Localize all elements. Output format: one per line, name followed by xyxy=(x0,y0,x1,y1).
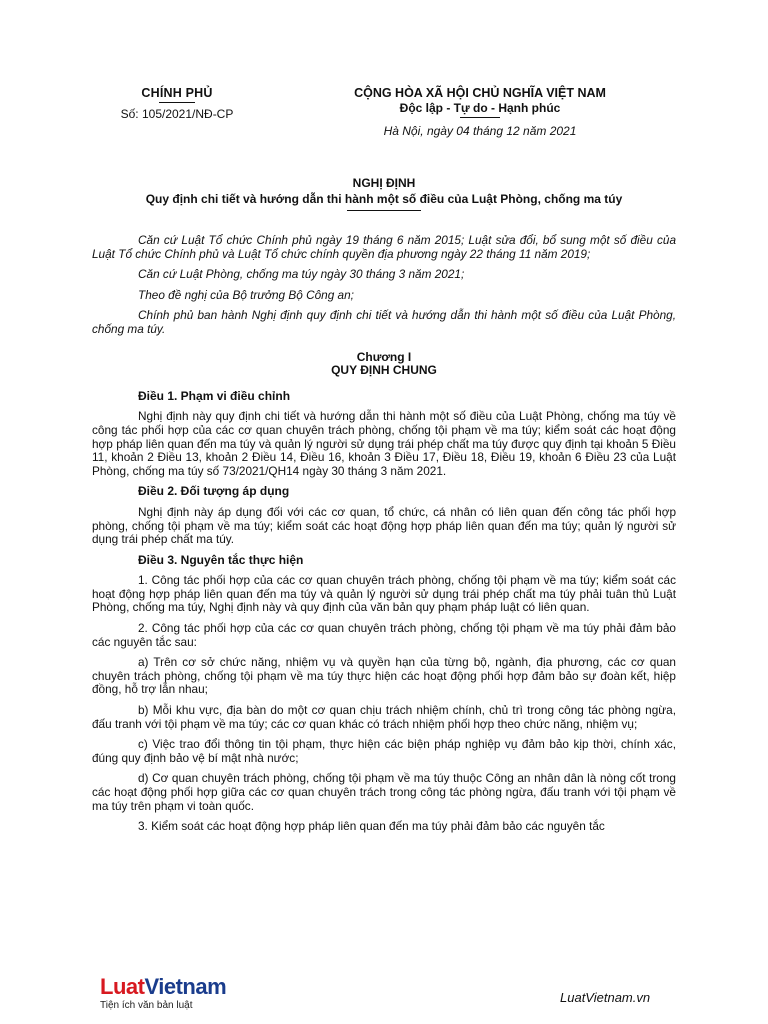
preamble-paragraph: Căn cứ Luật Phòng, chống ma túy ngày 30 tháng 3 năm 2021; xyxy=(138,267,465,282)
chapter-label: Chương I xyxy=(356,349,412,364)
chapter-title: QUY ĐỊNH CHUNG xyxy=(331,363,437,378)
article-3-clause-3: 3. Kiểm soát các hoạt động hợp pháp liên quan đến ma túy phải đảm bảo các nguyên tắc xyxy=(138,819,605,834)
preamble-paragraph: Theo đề nghị của Bộ trưởng Bộ Công an; xyxy=(138,287,354,302)
issuing-agency-block xyxy=(92,86,262,121)
document-title-block xyxy=(92,176,676,211)
article-2-heading: Điều 2. Đối tượng áp dụng xyxy=(138,484,290,499)
national-motto: Độc lập - Tự do - Hạnh phúc xyxy=(399,101,561,115)
article-1-heading: Điều 1. Phạm vi điều chỉnh xyxy=(138,388,291,403)
article-2-paragraph: Nghị định này áp dụng đối với các cơ quan, tổ chức, cá nhân có liên quan đến công tác phối hợp phòng, chống tội phạm về ma túy; kiểm soát các hoạt động hợp pháp liên quan đến ma túy; quản lý người sử dụng trái phép chất ma túy. xyxy=(92,504,676,547)
article-3-point-a: a) Trên cơ sở chức năng, nhiệm vụ và quyền hạn của từng bộ, ngành, địa phương, các cơ quan chuyên trách phòng, chống tội phạm về ma túy thực hiện các hoạt động phối hợp đảm bảo sự đoàn kết, hiệp đồng, hỗ trợ lẫn nhau; xyxy=(92,655,676,697)
national-header-block xyxy=(300,86,660,138)
preamble-paragraph: Chính phủ ban hành Nghị định quy định chi tiết và hướng dẫn thi hành một số điều của Luật Phòng, chống ma túy. xyxy=(92,308,676,336)
issuing-agency: CHÍNH PHỦ xyxy=(141,86,213,100)
article-3-clause-1: 1. Công tác phối hợp của các cơ quan chuyên trách phòng, chống tội phạm về ma túy; kiểm soát các hoạt động hợp pháp liên quan đến ma túy và quản lý người sử dụng trái phép chất ma túy phải tuân thủ Luật Phòng, chống ma túy, Nghị định này và quy định của văn bản quy phạm pháp luật có liên quan. xyxy=(92,573,676,615)
logo-vietnam-part: Vietnam xyxy=(144,974,227,999)
article-3-heading: Điều 3. Nguyên tắc thực hiện xyxy=(138,552,304,567)
article-3-point-b: b) Mỗi khu vực, địa bàn do một cơ quan chịu trách nhiệm chính, chủ trì trong công tác phòng ngừa, đấu tranh với tội phạm về ma túy; các cơ quan khác có trách nhiệm phối hợp theo chức năng, nhiệm vụ; xyxy=(92,703,676,731)
luatvietnam-logo[interactable] xyxy=(100,976,260,1011)
national-title: CỘNG HÒA XÃ HỘI CHỦ NGHĨA VIỆT NAM xyxy=(354,86,606,100)
document-body xyxy=(92,234,676,841)
document-subject: Quy định chi tiết và hướng dẫn thi hành một số điều của Luật Phòng, chống ma túy xyxy=(145,192,623,206)
article-3-point-c: c) Việc trao đổi thông tin tội phạm, thực hiện các biện pháp nghiệp vụ đảm bảo kịp thời, chính xác, đúng quy định bảo vệ bí mật nhà nước; xyxy=(92,737,676,765)
title-underline xyxy=(347,210,421,211)
issue-date: Hà Nội, ngày 04 tháng 12 năm 2021 xyxy=(383,124,577,138)
article-3-point-d: d) Cơ quan chuyên trách phòng, chống tội phạm về ma túy thuộc Công an nhân dân là nòng cốt trong các hoạt động phối hợp giữa các cơ quan chuyên trách trong công tác phòng ngừa, đấu tranh với tội phạm về ma túy trên phạm vi toàn quốc. xyxy=(92,771,676,813)
article-1-paragraph: Nghị định này quy định chi tiết và hướng dẫn thi hành một số điều của Luật Phòng, chống ma túy về công tác phối hợp của các cơ quan chuyên trách phòng, chống tội phạm về ma túy; kiểm soát các hoạt động hợp pháp liên quan đến ma túy và quản lý người sử dụng trái phép chất ma túy được quy định tại khoản 5 Điều 11, khoản 2 Điều 13, khoản 2 Điều 14, Điều 16, khoản 3 Điều 17, Điều 18, Điều 19, khoản 6 Điều 23 của Luật Phòng, chống ma túy số 73/2021/QH14 ngày 30 tháng 3 năm 2021. xyxy=(92,409,676,478)
footer-site-link[interactable]: LuatVietnam.vn xyxy=(560,990,651,1005)
logo-luat-part: Luat xyxy=(100,974,145,999)
motto-underline xyxy=(460,117,500,118)
document-type: NGHỊ ĐỊNH xyxy=(352,176,416,190)
logo-wordmark xyxy=(100,976,260,998)
logo-tagline: Tiện ích văn bản luật xyxy=(100,1000,193,1011)
preamble-paragraph: Căn cứ Luật Tổ chức Chính phủ ngày 19 tháng 6 năm 2015; Luật sửa đổi, bổ sung một số điều của Luật Tổ chức Chính phủ và Luật Tổ chức chính quyền địa phương ngày 22 tháng 11 năm 2019; xyxy=(92,233,676,261)
document-number: Số: 105/2021/NĐ-CP xyxy=(120,107,234,121)
article-3-clause-2: 2. Công tác phối hợp của các cơ quan chuyên trách phòng, chống tội phạm về ma túy phải đảm bảo các nguyên tắc sau: xyxy=(92,621,676,649)
agency-underline xyxy=(159,102,195,103)
